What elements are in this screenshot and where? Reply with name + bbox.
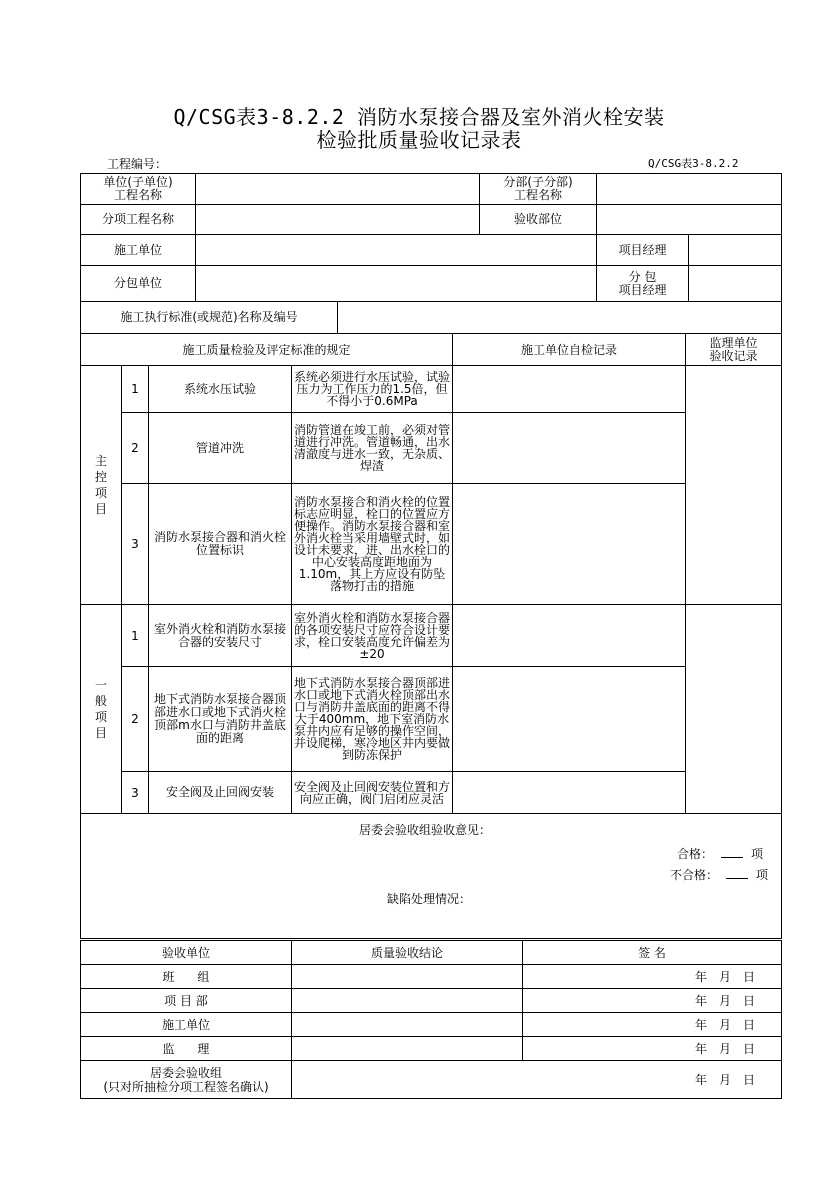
signoff-row-label: 班 组 <box>81 965 292 989</box>
acceptance-opinion[interactable] <box>81 814 782 939</box>
item-project-name-value[interactable] <box>196 205 480 235</box>
item-requirement: 室外消火栓和消防水泵接合器的各项安装尺寸应符合设计要求，栓口安装高度允许偏差为±20 <box>292 605 453 667</box>
signoff-conclusion-header: 质量验收结论 <box>292 941 523 965</box>
conclusion-cell[interactable] <box>292 1013 523 1037</box>
item-name: 地下式消防水泵接合器顶部进水口或地下式消火栓顶部m水口与消防井盖底面的距离 <box>149 667 292 772</box>
fail-count: 不合格： 项 <box>670 868 769 882</box>
conclusion-cell[interactable] <box>292 965 523 989</box>
acceptance-part-value[interactable] <box>597 205 782 235</box>
self-check-cell[interactable] <box>453 484 686 605</box>
project-code-label: 工程编号： <box>107 157 168 171</box>
supervision-cell[interactable] <box>686 605 782 814</box>
item-name: 安全阀及止回阀安装 <box>149 772 292 814</box>
self-check-header: 施工单位自检记录 <box>453 334 686 366</box>
item-name: 系统水压试验 <box>149 366 292 413</box>
signoff-row-label: 监 理 <box>81 1037 292 1061</box>
defects-label: 缺陷处理情况： <box>387 892 472 906</box>
item-requirement: 安全阀及止回阀安装位置和方向应正确，阀门启闭应灵活 <box>292 772 453 814</box>
project-info-table <box>80 173 782 334</box>
unit-project-name-value[interactable] <box>196 174 480 205</box>
supervision-cell[interactable] <box>686 366 782 605</box>
unit-project-name-label: 单位(子单位) 工程名称 <box>81 174 196 205</box>
item-name: 室外消火栓和消防水泵接合器的安装尺寸 <box>149 605 292 667</box>
standard-value[interactable] <box>338 302 782 334</box>
sign-date-cell[interactable]: 年 月 日 <box>523 1037 782 1061</box>
inspection-table <box>80 333 782 939</box>
item-number: 1 <box>122 605 149 667</box>
conclusion-cell[interactable] <box>292 989 523 1013</box>
sub-project-name-label: 分部(子分部) 工程名称 <box>480 174 597 205</box>
form-title-line1: Q/CSG表3-8.2.2 消防水泵接合器及室外消火栓安装 <box>173 105 665 129</box>
signoff-unit-header: 验收单位 <box>81 941 292 965</box>
signoff-row-label: 施工单位 <box>81 1013 292 1037</box>
project-manager-label: 项目经理 <box>597 235 689 266</box>
self-check-cell[interactable] <box>453 413 686 484</box>
item-name: 消防水泵接合器和消火栓位置标识 <box>149 484 292 605</box>
signoff-row-label: 项 目 部 <box>81 989 292 1013</box>
subcontract-unit-value[interactable] <box>196 266 597 302</box>
conclusion-cell[interactable] <box>292 1037 523 1061</box>
standard-label: 施工执行标准(或规范)名称及编号 <box>81 302 338 334</box>
subcontract-unit-label: 分包单位 <box>81 266 196 302</box>
signoff-table <box>80 940 782 1099</box>
item-number: 2 <box>122 667 149 772</box>
supervision-header: 监理单位 验收记录 <box>686 334 782 366</box>
item-number: 2 <box>122 413 149 484</box>
item-project-name-label: 分项工程名称 <box>81 205 196 235</box>
item-requirement: 地下式消防水泵接合器顶部进水口或地下式消火栓顶部出水口与消防井盖底面的距离不得大于400mm，地下室消防水泵井内应有足够的操作空间，并设爬梯，寒冷地区井内要做到防冻保护 <box>292 667 453 772</box>
project-manager-value[interactable] <box>689 235 782 266</box>
sign-date-cell[interactable]: 年 月 日 <box>523 989 782 1013</box>
self-check-cell[interactable] <box>453 366 686 413</box>
self-check-cell[interactable] <box>453 772 686 814</box>
general-label: 一 般 项 目 <box>81 605 122 814</box>
form-title-line2: 检验批质量验收记录表 <box>316 128 522 152</box>
item-number: 3 <box>122 484 149 605</box>
item-requirement: 消防管道在竣工前，必须对管道进行冲洗。管道畅通，出水清澈度与进水一致，无杂质、焊渣 <box>292 413 453 484</box>
construction-unit-value[interactable] <box>196 235 597 266</box>
sign-date-cell[interactable]: 年 月 日 <box>292 1061 782 1099</box>
construction-unit-label: 施工单位 <box>81 235 196 266</box>
acceptance-part-label: 验收部位 <box>480 205 597 235</box>
sign-date-cell[interactable]: 年 月 日 <box>523 965 782 989</box>
sub-project-name-value[interactable] <box>597 174 782 205</box>
self-check-cell[interactable] <box>453 667 686 772</box>
main-control-label: 主 控 项 目 <box>81 366 122 605</box>
item-requirement: 消防水泵接合和消火栓的位置标志应明显，栓口的位置应方便操作。消防水泵接合器和室外消火栓当采用墙壁式时，如设计未要求，进、出水栓口的中心安装高度距地面为1.10m，其上方应设有防坠落物打击的措施 <box>292 484 453 605</box>
pass-count: 合格： 项 <box>677 847 764 861</box>
form-code: Q/CSG表3-8.2.2 <box>648 157 739 170</box>
self-check-cell[interactable] <box>453 605 686 667</box>
item-requirement: 系统必须进行水压试验，试验压力为工作压力的1.5倍，但不得小于0.6MPa <box>292 366 453 413</box>
item-number: 1 <box>122 366 149 413</box>
spec-header: 施工质量检验及评定标准的规定 <box>81 334 453 366</box>
item-name: 管道冲洗 <box>149 413 292 484</box>
subcontract-manager-label: 分 包 项目经理 <box>597 266 689 302</box>
signoff-row-label: 居委会验收组 (只对所抽检分项工程签名确认) <box>81 1061 292 1099</box>
item-number: 3 <box>122 772 149 814</box>
sign-date-cell[interactable]: 年 月 日 <box>523 1013 782 1037</box>
signoff-sign-header: 签 名 <box>523 941 782 965</box>
opinion-title: 居委会验收组验收意见： <box>359 823 492 837</box>
subcontract-manager-value[interactable] <box>689 266 782 302</box>
